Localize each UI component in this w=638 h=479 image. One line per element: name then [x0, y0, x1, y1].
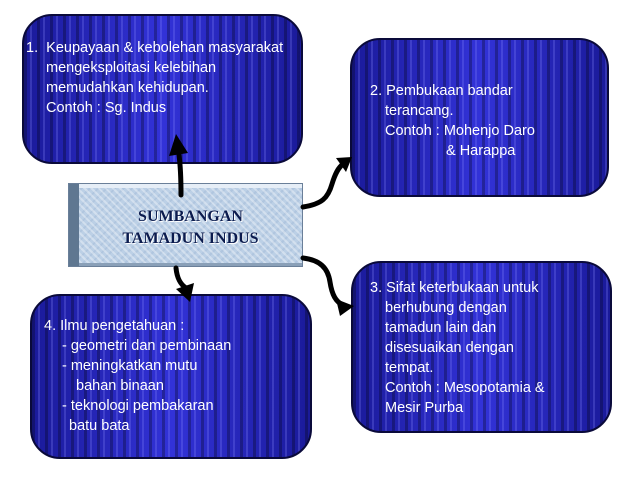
box-2-line-1: 2. Pembukaan bandar [370, 83, 513, 99]
box-4-line-6: batu bata [69, 418, 130, 434]
box-2-line-4: & Harappa [446, 143, 516, 159]
box-2-line-3: Contoh : Mohenjo Daro [385, 123, 535, 139]
arrow-to-box-2 [303, 157, 352, 207]
center-title-line-2: TAMADUN INDUS [122, 230, 259, 247]
box-1-line-3: memudahkan kehidupan. [46, 80, 209, 96]
box-1-line-2: mengeksploitasi kelebihan [46, 60, 217, 76]
box-3-line-1: 3. Sifat keterbukaan untuk [370, 280, 539, 296]
box-4-line-5: - teknologi pembakaran [62, 398, 214, 414]
box-3-line-2: berhubung dengan [385, 300, 507, 316]
box-1-line-1: 1. Keupayaan & kebolehan masyarakat [26, 40, 284, 56]
box-3-line-4: disesuaikan dengan [385, 340, 514, 356]
box-4-line-1: 4. Ilmu pengetahuan : [44, 318, 185, 334]
arrow-to-box-3 [303, 258, 354, 316]
box-4-line-3: - meningkatkan mutu [62, 358, 198, 374]
box-2-line-2: terancang. [385, 103, 454, 119]
arrow-to-box-1 [169, 134, 188, 195]
box-3-line-6: Contoh : Mesopotamia & [385, 380, 545, 396]
box-4-line-4: bahan binaan [76, 378, 164, 394]
box-4-line-2: - geometri dan pembinaan [62, 338, 232, 354]
box-1-line-4: Contoh : Sg. Indus [46, 100, 167, 116]
arrow-to-box-4 [176, 268, 194, 302]
box-3-line-5: tempat. [385, 360, 434, 376]
center-title-line-1: SUMBANGAN [138, 208, 243, 225]
box-3-line-3: tamadun lain dan [385, 320, 497, 336]
box-3-line-7: Mesir Purba [385, 400, 464, 416]
